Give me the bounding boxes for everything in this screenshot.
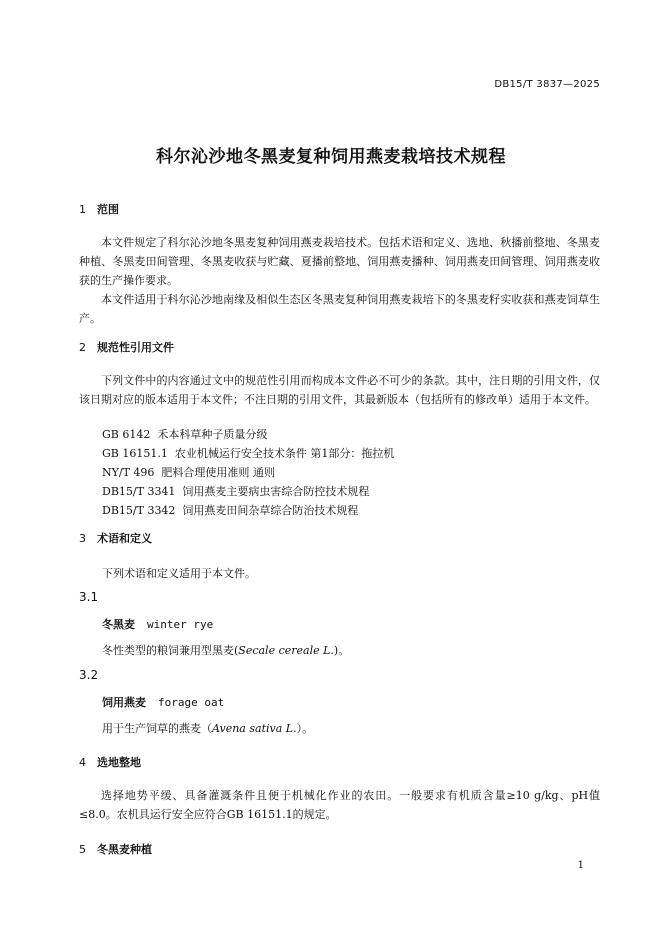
reference-item: DB15/T 3341 饲用燕麦主要病虫害综合防控技术规程 <box>102 485 370 498</box>
section-number: 1 <box>79 203 86 216</box>
term-definition <box>102 642 349 658</box>
definition-text: ）。 <box>296 722 314 735</box>
reference-item: GB 6142 禾本科草种子质量分级 <box>102 428 268 441</box>
term-definition <box>102 720 313 736</box>
section-title: 冬黑麦种植 <box>97 843 152 856</box>
scientific-name: Avena sativa L. <box>212 722 297 735</box>
term-en: winter rye <box>147 618 214 631</box>
section-number: 3 <box>79 532 86 545</box>
scientific-name: Secale cereale L. <box>238 644 334 657</box>
section-5-heading <box>79 841 152 857</box>
term-number: 3.2 <box>79 668 99 682</box>
term-heading <box>102 694 224 710</box>
reference-item: DB15/T 3342 饲用燕麦田间杂草综合防治技术规程 <box>102 504 359 517</box>
term-en: forage oat <box>158 696 225 709</box>
section-1-paragraph-1: 本文件规定了科尔沁沙地冬黑麦复种饲用燕麦栽培技术。包括术语和定义、选地、秋播前整地、冬黑麦种植、冬黑麦田间管理、冬黑麦收获与贮藏、夏播前整地、饲用燕麦播种、饲用燕麦田间管理、饲用燕麦收获的生产操作要求。 <box>79 236 600 287</box>
section-3-heading <box>79 530 152 546</box>
section-title: 规范性引用文件 <box>97 341 174 354</box>
term-number: 3.1 <box>79 590 99 604</box>
page-number: 1 <box>577 860 584 871</box>
reference-item: NY/T 496 肥料合理使用准则 通则 <box>102 466 275 479</box>
term-zh: 冬黑麦 <box>102 618 135 631</box>
section-number: 5 <box>79 843 86 856</box>
section-1-paragraph-2: 本文件适用于科尔沁沙地南缘及相似生态区冬黑麦复种饲用燕麦栽培下的冬黑麦籽实收获和燕麦饲草生产。 <box>79 293 600 325</box>
section-4-paragraph-1: 选择地势平缓、具备灌溉条件且便于机械化作业的农田。一般要求有机质含量≥10 g/kg、pH值≤8.0。农机具运行安全应符合GB 16151.1的规定。 <box>79 789 600 821</box>
document-code: DB15/T 3837—2025 <box>494 79 600 90</box>
section-title: 范围 <box>97 203 119 216</box>
section-2-heading <box>79 339 174 355</box>
term-zh: 饲用燕麦 <box>102 696 146 709</box>
section-title: 术语和定义 <box>97 532 152 545</box>
definition-text: 冬性类型的粮饲兼用型黑麦( <box>102 644 239 657</box>
section-4-heading <box>79 754 141 770</box>
section-2-paragraph-1: 下列文件中的内容通过文中的规范性引用而构成本文件必不可少的条款。其中，注日期的引用文件，仅该日期对应的版本适用于本文件；不注日期的引用文件，其最新版本（包括所有的修改单）适用于本文件。 <box>79 374 600 406</box>
section-number: 4 <box>79 756 86 769</box>
section-1-heading <box>79 201 119 217</box>
reference-item: GB 16151.1 农业机械运行安全技术条件 第1部分：拖拉机 <box>102 447 395 460</box>
section-title: 选地整地 <box>97 756 141 769</box>
section-3-paragraph-1: 下列术语和定义适用于本文件。 <box>102 567 256 580</box>
section-number: 2 <box>79 341 86 354</box>
definition-text: )。 <box>333 644 350 657</box>
document-title: 科尔沁沙地冬黑麦复种饲用燕麦栽培技术规程 <box>156 147 506 167</box>
term-heading <box>102 616 213 632</box>
definition-text: 用于生产饲草的燕麦（ <box>102 722 212 735</box>
